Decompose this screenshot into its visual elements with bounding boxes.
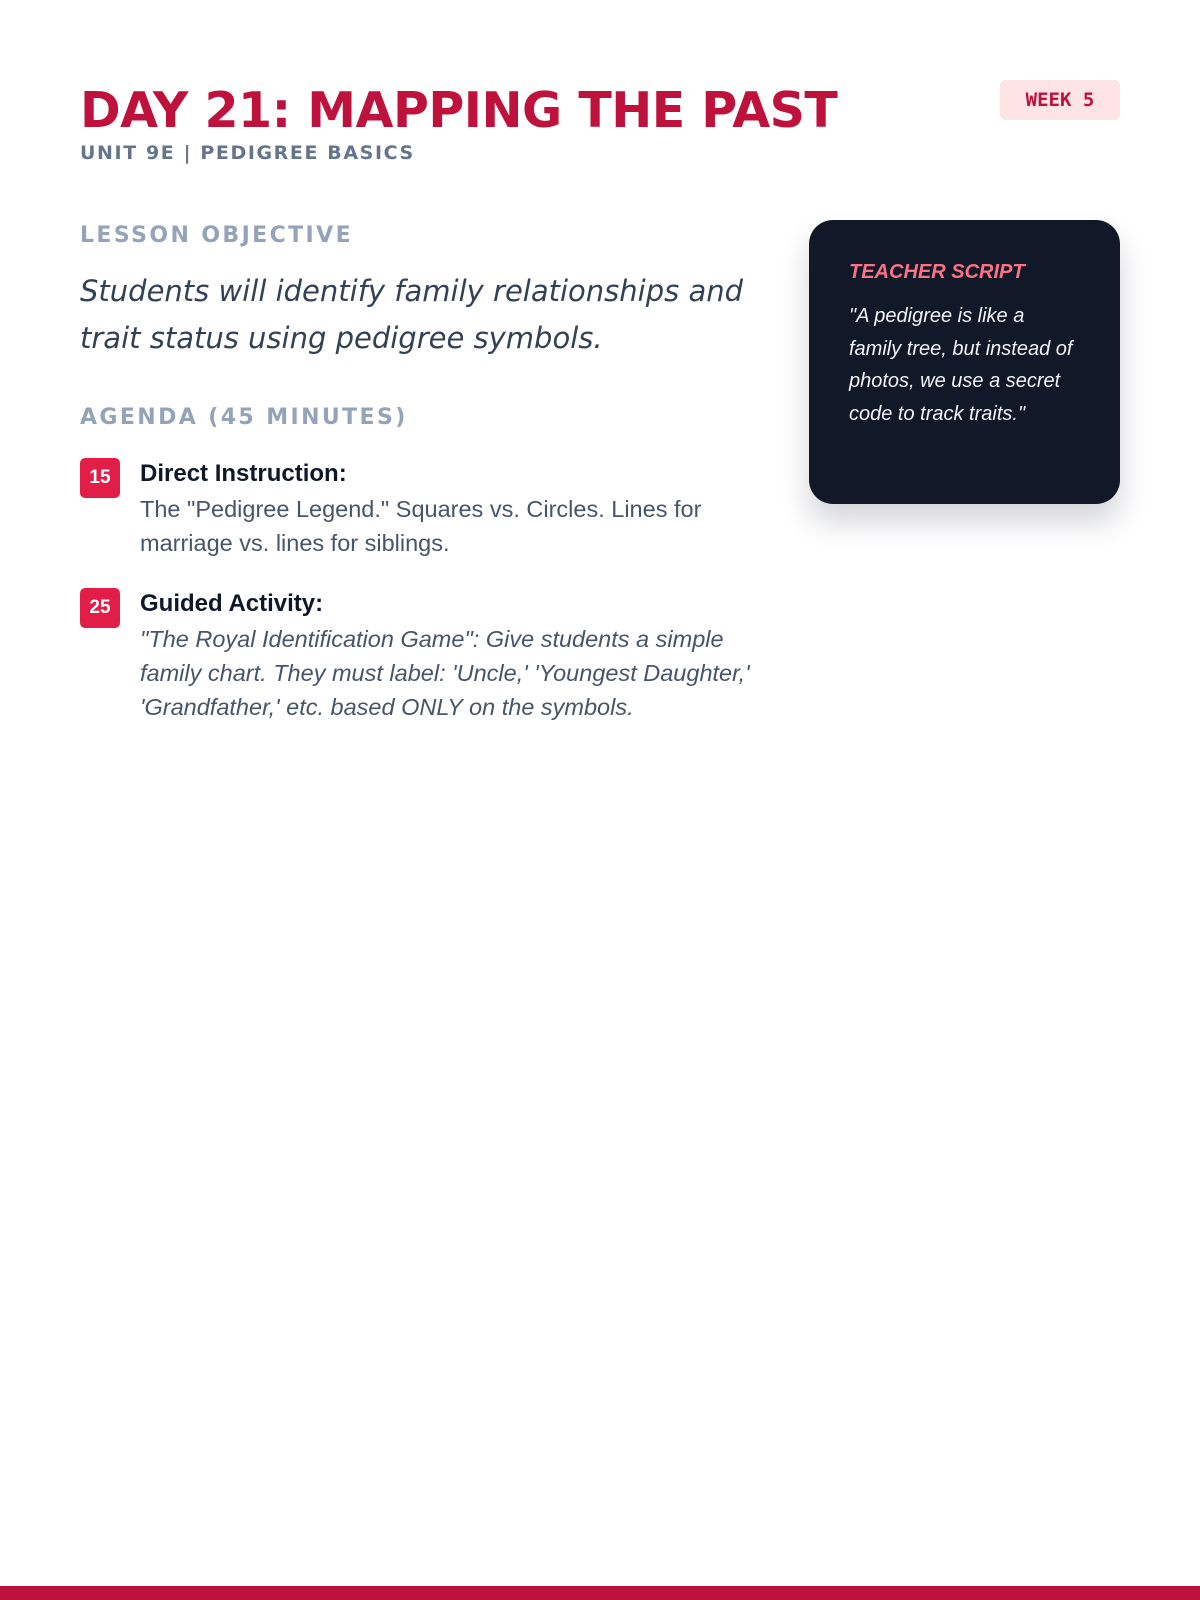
agenda-item-direct-instruction [80,458,770,560]
agenda-item-description: The "Pedigree Legend." Squares vs. Circles. Lines for marriage vs. lines for siblings. [140,496,702,556]
teacher-script-text: "A pedigree is like a family tree, but instead of photos, we use a secret code to track traits." [849,305,1073,425]
objective-text: Students will identify family relationships and trait status using pedigree symbols. [80,274,744,355]
teacher-script-card [809,220,1120,504]
agenda-item-guided-activity [80,588,770,724]
page-title: DAY 21: MAPPING THE PAST [80,82,838,139]
duration-badge: 15 [80,458,120,498]
agenda-list [80,458,770,724]
agenda-item-description: "The Royal Identification Game": Give students a simple family chart. They must label: 'Uncle,' 'Youngest Daughter,' 'Grandfather,' etc. based ONLY on the symbols. [140,626,750,720]
lesson-main-column [80,220,770,752]
week-badge: WEEK 5 [1000,80,1120,120]
unit-subtitle: UNIT 9E | PEDIGREE BASICS [80,142,415,164]
agenda-item-title: Direct Instruction: [140,460,347,487]
lesson-plan-page [80,0,1120,1600]
bottom-accent-bar [0,1586,1200,1600]
duration-badge: 25 [80,588,120,628]
page-header [80,80,1120,180]
agenda-heading: AGENDA (45 MINUTES) [80,405,408,430]
teacher-script-label: TEACHER SCRIPT [849,261,1025,283]
agenda-item-title: Guided Activity: [140,590,324,617]
objective-heading: LESSON OBJECTIVE [80,223,353,248]
